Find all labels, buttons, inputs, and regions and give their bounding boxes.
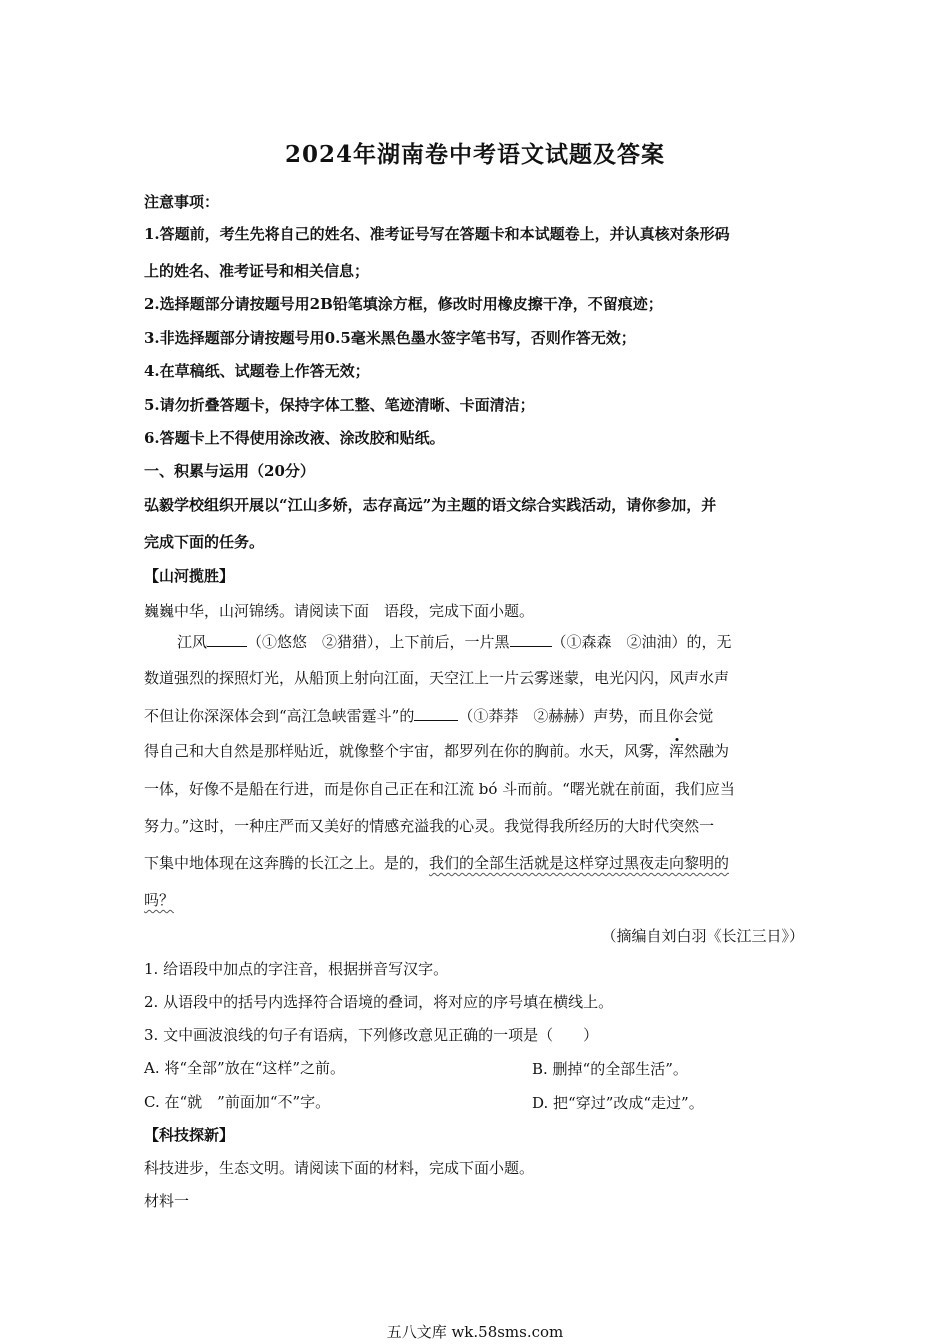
section-intro-a: 弘毅学校组织开展以“江山多娇，志存高远”为主题的语文综合实践活动，请你参加，并 (144, 496, 717, 514)
passage-text: 然融为 (684, 742, 730, 760)
section-heading: 一、积累与运用（20分） (144, 462, 315, 480)
notice-item-2: 2.选择题部分请按题号用2B铅笔填涂方框，修改时用橡皮擦干净，不留痕迹； (144, 295, 663, 313)
option-b: B. 删掉“的全部生活”。 (532, 1060, 688, 1078)
passage-line-8 (144, 890, 174, 910)
dotted-character: 浑 (669, 742, 685, 760)
option-c: C. 在“就 ”前面加“不”字。 (144, 1093, 331, 1111)
notice-item-1b: 上的姓名、准考证号和相关信息； (144, 262, 370, 280)
passage-text: （①森森 ②油油）的，无 (551, 633, 732, 651)
question-2: 2. 从语段中的括号内选择符合语境的叠词，将对应的序号填在横线上。 (144, 993, 614, 1011)
passage-source: （摘编自刘白羽《长江三日》） (601, 927, 804, 945)
answer-blank-3[interactable] (414, 706, 458, 721)
passage-text: （①悠悠 ②猎猎），上下前后，一片黑 (247, 633, 510, 651)
part2-heading: 【科技探新】 (144, 1126, 235, 1144)
notice-heading: 注意事项： (144, 193, 220, 211)
question-3: 3. 文中画波浪线的句子有语病，下列修改意见正确的一项是（ ） (144, 1026, 599, 1044)
part1-heading: 【山河揽胜】 (144, 567, 235, 585)
answer-blank-1[interactable] (207, 632, 247, 647)
notice-item-1a: 1.答题前，考生先将自己的姓名、准考证号写在答题卡和本试题卷上，并认真核对条形码 (144, 225, 730, 243)
notice-item-5: 5.请勿折叠答题卡，保持字体工整、笔迹清晰、卡面清洁； (144, 396, 535, 414)
passage-text: 不但让你深深体会到“高江急峡雷霆斗”的 (144, 707, 415, 725)
answer-blank-2[interactable] (510, 632, 552, 647)
passage-line-7 (144, 853, 729, 873)
passage-line-2: 数道强烈的探照灯光，从船顶上射向江面，天空江上一片云雾迷蒙，电光闪闪，风声水声 (144, 669, 730, 687)
footer-watermark: 五八文库 wk.58sms.com (386, 1323, 564, 1341)
option-d: D. 把“穿过”改成“走过”。 (532, 1094, 704, 1112)
passage-line-5: 一体，好像不是船在行进，而是你自己正在和江流 bó 斗而前。“曙光就在前面，我们应当 (144, 780, 735, 798)
wavy-sentence: 我们的全部生活就是这样穿过黑夜走向黎明的 (429, 854, 730, 872)
part2-intro: 科技进步，生态文明。请阅读下面的材料，完成下面小题。 (144, 1159, 535, 1177)
question-1: 1. 给语段中加点的字注音，根据拼音写汉字。 (144, 960, 449, 978)
option-a: A. 将“全部”放在“这样”之前。 (144, 1059, 346, 1077)
section-intro-b: 完成下面的任务。 (144, 533, 265, 551)
passage-text: （①莽莽 ②赫赫）声势，而且你会觉 (458, 707, 714, 725)
passage-line-4 (144, 741, 729, 761)
passage-text: 下集中地体现在这奔腾的长江之上。是的， (144, 854, 430, 872)
notice-item-6: 6.答题卡上不得使用涂改液、涂改胶和贴纸。 (144, 429, 445, 447)
material-label: 材料一 (144, 1192, 190, 1210)
passage-line-3 (144, 706, 713, 726)
passage-line-1 (177, 632, 732, 652)
part1-intro: 巍巍中华，山河锦绣。请阅读下面 语段，完成下面小题。 (144, 602, 535, 620)
notice-item-3: 3.非选择题部分请按题号用0.5毫米黑色墨水签字笔书写，否则作答无效； (144, 329, 636, 347)
page-title: 2024年湖南卷中考语文试题及答案 (284, 141, 665, 168)
passage-text: 得自己和大自然是那样贴近，就像整个宇宙，都罗列在你的胸前。水天，风雾， (144, 742, 670, 760)
notice-item-4: 4.在草稿纸、试题卷上作答无效； (144, 362, 370, 380)
wavy-sentence-end: 吗？ (144, 891, 175, 909)
passage-line-6: 努力。”这时，一种庄严而又美好的情感充溢我的心灵。我觉得我所经历的大时代突然一 (144, 817, 715, 835)
passage-text: 江风 (177, 633, 208, 651)
